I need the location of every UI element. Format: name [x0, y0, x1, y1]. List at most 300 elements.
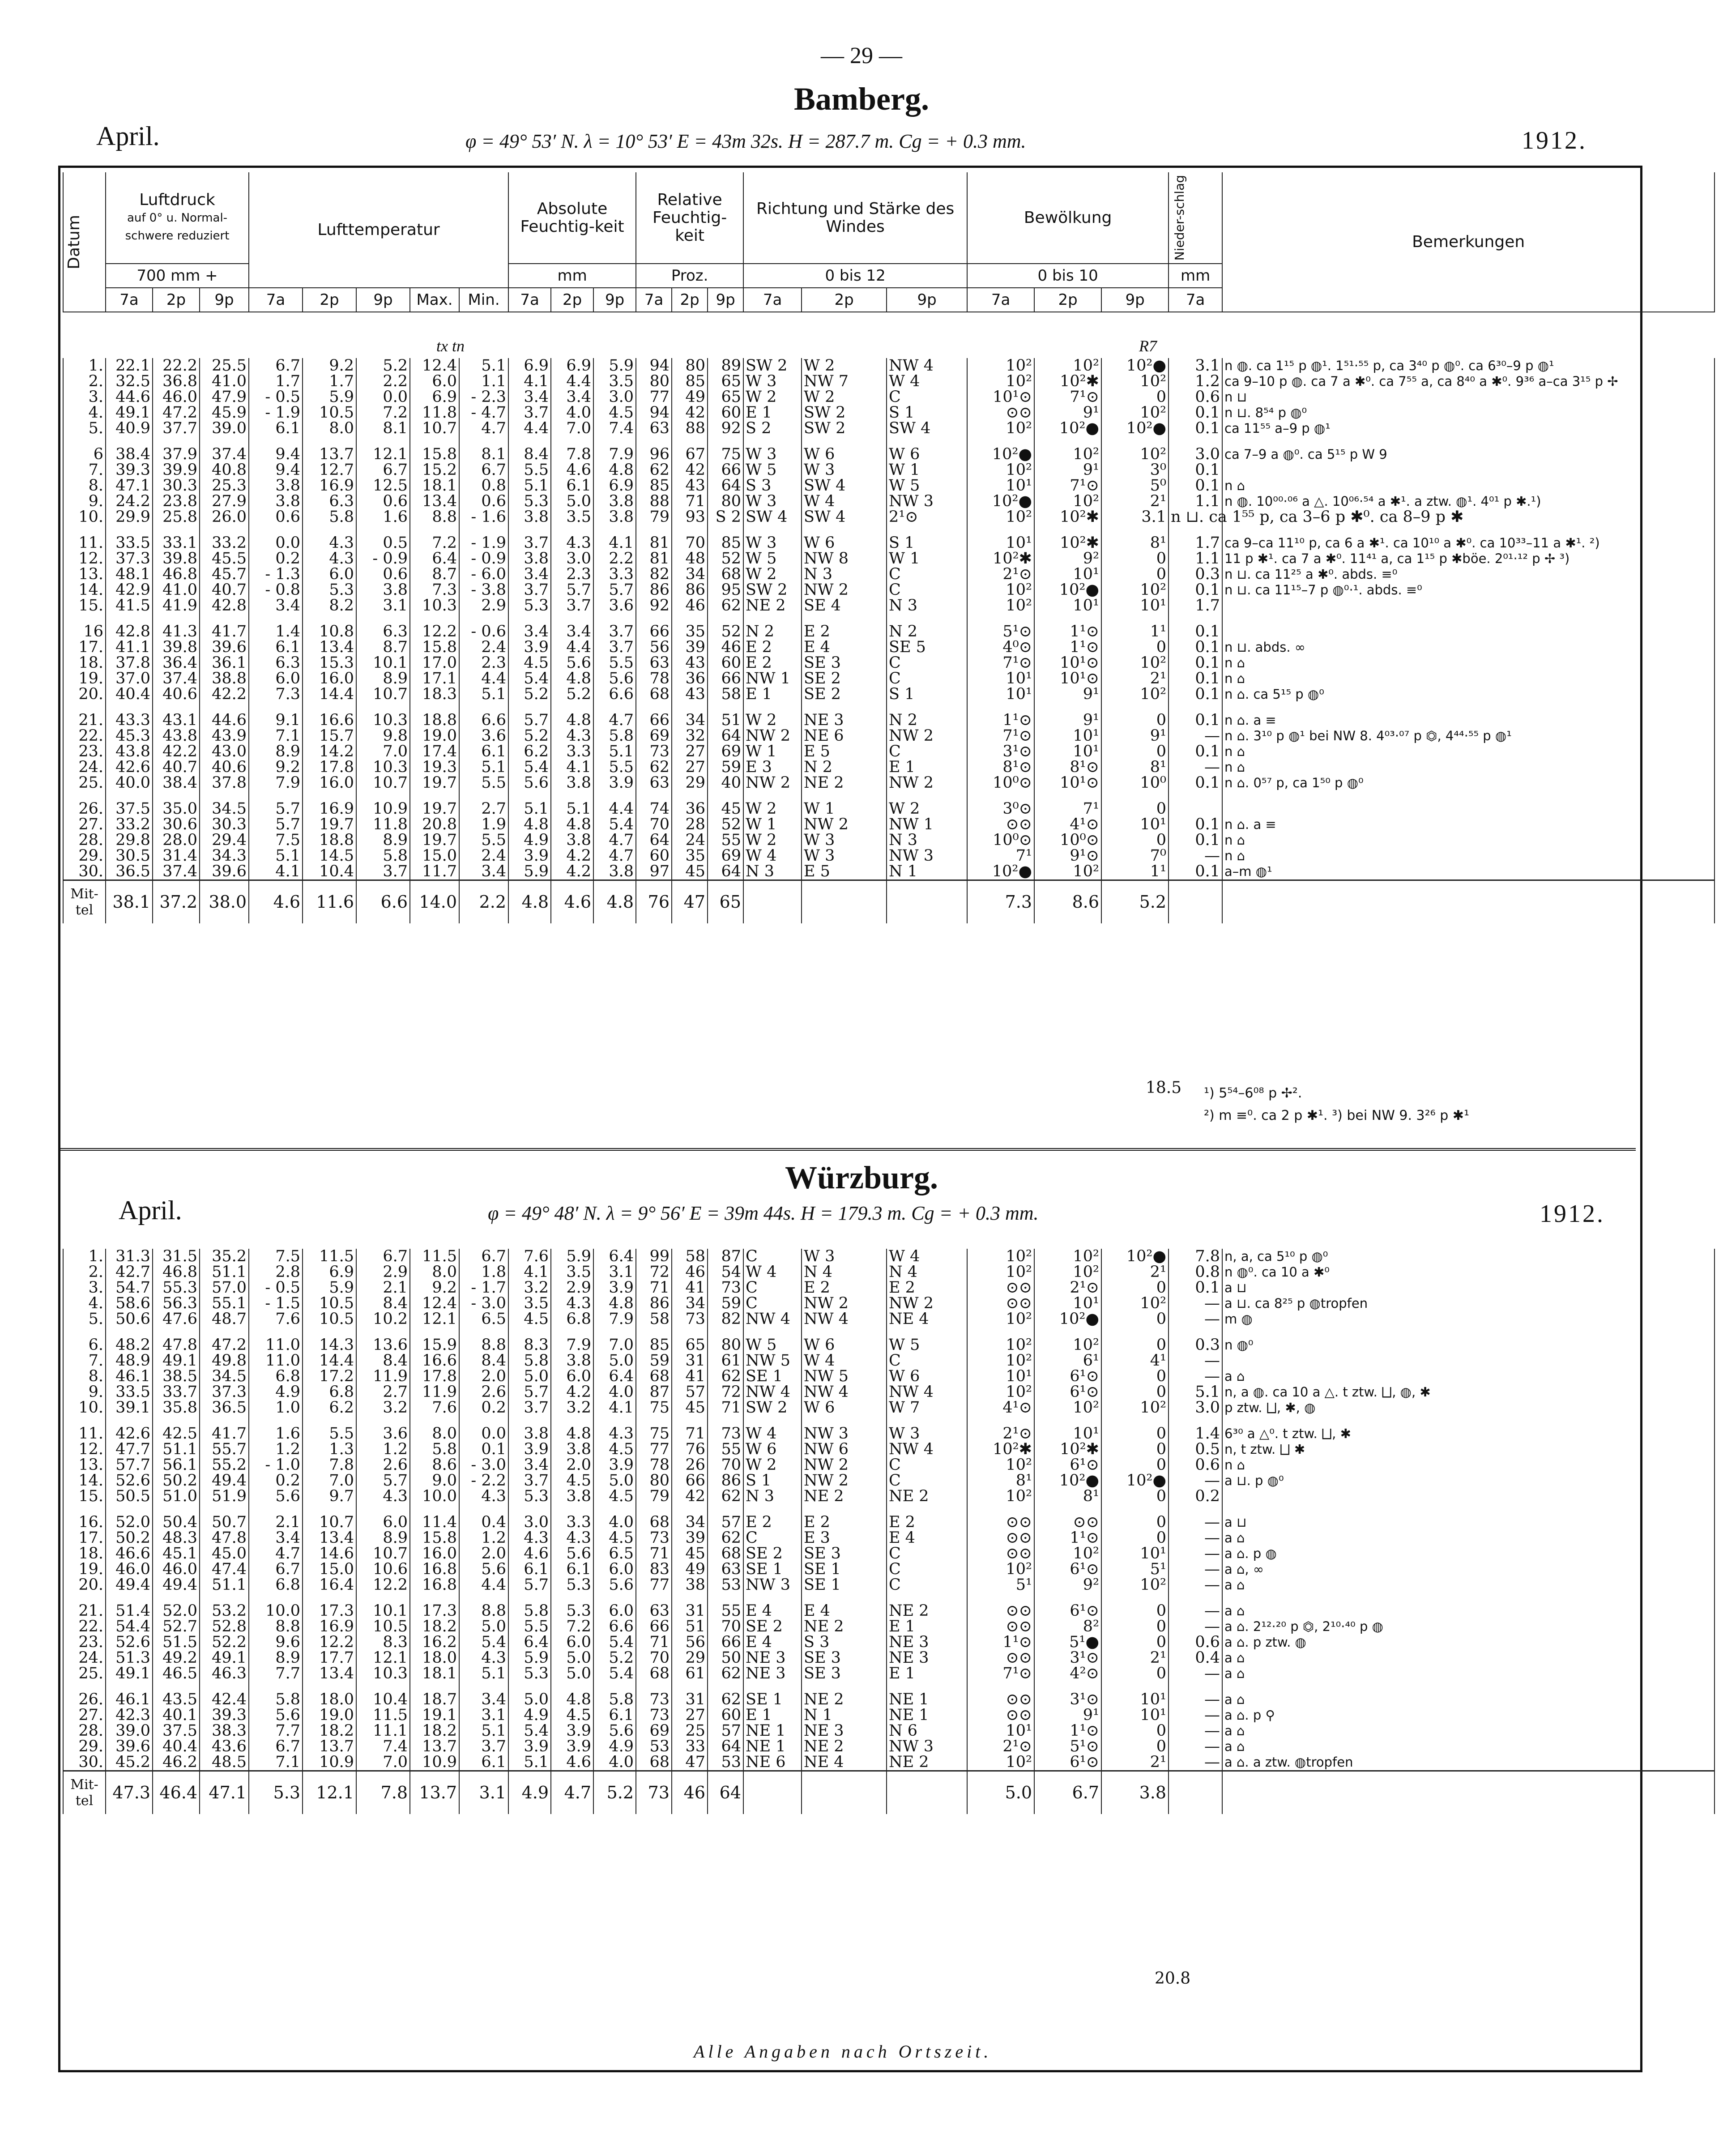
table-cell: 49.1 [106, 405, 153, 421]
table-cell: 58 [708, 687, 743, 702]
table-cell: 35 [672, 614, 708, 640]
mean-cell: 4.8 [508, 880, 551, 924]
table-cell: 5.5 [508, 1619, 551, 1635]
table-cell: 66 [636, 1619, 672, 1635]
table-cell: — [1169, 1311, 1222, 1327]
table-cell: 4.0 [593, 1384, 636, 1400]
table-cell: — [1169, 1577, 1222, 1593]
table-cell: 31 [672, 1682, 708, 1708]
row-date: 30. [63, 1755, 106, 1771]
table-cell: 44.6 [106, 389, 153, 405]
table-cell: 15.9 [410, 1327, 459, 1353]
table-cell: 39.8 [153, 551, 200, 567]
table-cell: 16.0 [303, 775, 356, 791]
table-cell: NE 2 [802, 1739, 887, 1755]
table-cell: 51 [708, 702, 743, 728]
table-cell: 5.9 [508, 864, 551, 880]
table-cell: 10¹ [1101, 1708, 1169, 1723]
table-cell: 4.3 [593, 1416, 636, 1442]
row-remark: n ⌂. ca 5¹⁵ p ◍⁰ [1222, 687, 1714, 702]
table-cell: 0 [1101, 1280, 1169, 1296]
table-cell: C [887, 655, 967, 671]
table-cell: 53 [636, 1739, 672, 1755]
table-cell: 51.1 [200, 1577, 249, 1593]
table-cell: 17.3 [303, 1593, 356, 1619]
table-cell: 8.9 [249, 1650, 303, 1666]
row-date: 17. [63, 1530, 106, 1546]
table-cell: 66 [708, 462, 743, 478]
table-cell: 2.2 [593, 551, 636, 567]
table-cell: 2.1 [249, 1504, 303, 1530]
row-date: 19. [63, 671, 106, 687]
table-cell: 5.4 [593, 817, 636, 833]
table-cell: NE 3 [743, 1666, 802, 1682]
table-cell: 9.6 [249, 1635, 303, 1650]
table-cell: W 1 [743, 817, 802, 833]
table-cell: 32.5 [106, 374, 153, 389]
table-cell: 41.7 [200, 614, 249, 640]
table-cell: NW 3 [887, 848, 967, 864]
table-cell: NW 8 [802, 551, 887, 567]
table-cell: 79 [636, 509, 672, 525]
table-cell: 18.1 [410, 1666, 459, 1682]
mean-cell: 14.0 [410, 880, 459, 924]
table-cell: 86 [636, 582, 672, 598]
table-cell: 4.7 [593, 702, 636, 728]
table-cell: 80 [708, 494, 743, 509]
table-cell: — [1169, 1723, 1222, 1739]
table-cell: 5.2 [508, 687, 551, 702]
table-cell: 64 [708, 478, 743, 494]
table-cell: 3.1 [459, 1708, 508, 1723]
table-cell: SE 1 [802, 1577, 887, 1593]
table-cell: 1¹⊙ [1034, 614, 1101, 640]
table-cell: 10²● [1101, 1473, 1169, 1489]
table-cell: 5.8 [593, 728, 636, 744]
table-cell: 10² [1101, 655, 1169, 671]
table-cell: 68 [636, 687, 672, 702]
table-cell: 3.9 [551, 1723, 593, 1739]
row-date: 11. [63, 1416, 106, 1442]
table-cell: 6.6 [593, 1619, 636, 1635]
table-cell: W 2 [743, 567, 802, 582]
table-cell: 64 [708, 728, 743, 744]
row-date: 5. [63, 1311, 106, 1327]
table-cell: 10¹⊙ [967, 389, 1034, 405]
table-cell: 2.9 [459, 598, 508, 614]
table-cell: 5¹⊙ [967, 614, 1034, 640]
table-cell: 82 [708, 1311, 743, 1327]
table-cell: 4.7 [593, 848, 636, 864]
table-cell: NW 3 [887, 1739, 967, 1755]
mean-cell: 5.2 [1101, 880, 1169, 924]
table-row [63, 1442, 1714, 1457]
table-cell: 7.2 [551, 1619, 593, 1635]
table-cell: 78 [636, 1457, 672, 1473]
table-cell: 10² [1034, 1264, 1101, 1280]
mean-cell: 6.6 [356, 880, 410, 924]
table-cell: 42.6 [106, 760, 153, 775]
table-cell: 85 [672, 374, 708, 389]
table-cell: 10.4 [303, 864, 356, 880]
table-cell: 10.3 [356, 1666, 410, 1682]
table-cell: 8.7 [356, 640, 410, 655]
table-cell: 96 [636, 436, 672, 462]
table-cell: 10² [967, 1489, 1034, 1504]
table-cell: 8.7 [410, 567, 459, 582]
table-cell: 50.2 [106, 1530, 153, 1546]
mean-cell: 7.8 [356, 1771, 410, 1814]
table-row [63, 614, 1714, 640]
table-cell: NE 3 [743, 1650, 802, 1666]
table-cell: 5.3 [508, 1666, 551, 1682]
table-cell: W 3 [802, 1249, 887, 1264]
table-cell: 49.4 [200, 1473, 249, 1489]
table-cell: 11.9 [410, 1384, 459, 1400]
table-cell: 2.6 [356, 1457, 410, 1473]
table-cell: 9.7 [303, 1489, 356, 1504]
table-cell: 19.0 [303, 1708, 356, 1723]
table-cell: 2¹⊙ [887, 509, 967, 525]
table-cell: 55.7 [200, 1442, 249, 1457]
table-cell: 79 [636, 1489, 672, 1504]
table-cell: 1.1 [1169, 494, 1222, 509]
table-cell: 3.7 [508, 525, 551, 551]
table-cell: 5.9 [303, 389, 356, 405]
table-cell: SW 4 [802, 509, 887, 525]
wind-header: Richtung und Stärke des Windes [743, 172, 967, 264]
table-cell: 17.8 [303, 760, 356, 775]
table-cell: W 4 [802, 1353, 887, 1369]
table-cell: - 3.0 [459, 1457, 508, 1473]
row-remark [1222, 462, 1714, 478]
table-cell: W 4 [887, 374, 967, 389]
table-cell: 8.9 [356, 671, 410, 687]
table-row [63, 1546, 1714, 1562]
table-cell: 4.3 [459, 1650, 508, 1666]
table-cell: 5.7 [508, 1384, 551, 1400]
table-cell: 3.4 [508, 567, 551, 582]
row-remark: a ⌂. p ⚲ [1222, 1708, 1714, 1723]
table-cell: 7.6 [508, 1249, 551, 1264]
table-cell: 34.3 [200, 848, 249, 864]
table-cell: 31 [672, 1593, 708, 1619]
table-cell: 6.0 [303, 567, 356, 582]
table-cell: 16.9 [303, 478, 356, 494]
table-cell: SE 3 [802, 1546, 887, 1562]
table-cell: 17.3 [410, 1593, 459, 1619]
row-date: 28. [63, 1723, 106, 1739]
table-cell: 3.7 [593, 640, 636, 655]
table-cell: 81 [636, 525, 672, 551]
table-cell: 10² [1101, 374, 1169, 389]
table-cell: 11.0 [249, 1327, 303, 1353]
page-number: — 29 — [821, 43, 902, 68]
table-cell: 11.5 [356, 1708, 410, 1723]
table-cell: 1¹⊙ [967, 1635, 1034, 1650]
table-cell: 52.0 [153, 1593, 200, 1619]
table-cell: 80 [636, 1473, 672, 1489]
table-cell: 0 [1101, 1504, 1169, 1530]
table-cell: 58 [636, 1311, 672, 1327]
table-cell: SE 1 [802, 1562, 887, 1577]
table-cell: 3.2 [508, 1280, 551, 1296]
table-row [63, 1562, 1714, 1577]
table-row [63, 1280, 1714, 1296]
table-cell: 30.3 [153, 478, 200, 494]
table-row [63, 1650, 1714, 1666]
mean-cell: 5.2 [593, 1771, 636, 1814]
table-cell: 2¹ [1101, 1755, 1169, 1771]
table-row [63, 582, 1714, 598]
table-cell: - 4.7 [459, 405, 508, 421]
table-row [63, 744, 1714, 760]
table-cell: 16.8 [410, 1562, 459, 1577]
row-date: 15. [63, 1489, 106, 1504]
row-date: 29. [63, 1739, 106, 1755]
table-cell: 75 [636, 1416, 672, 1442]
table-cell: W 3 [802, 848, 887, 864]
table-cell: S 3 [743, 478, 802, 494]
table-cell: 5.1 [1169, 1384, 1222, 1400]
row-remark: a ⌂. p ztw. ◍ [1222, 1635, 1714, 1650]
table-cell: SE 5 [887, 640, 967, 655]
table-cell: 4.5 [551, 1708, 593, 1723]
table-cell: 33.5 [106, 525, 153, 551]
table-cell: 3.3 [551, 744, 593, 760]
table-cell: 6.6 [459, 702, 508, 728]
table-cell: 1.2 [356, 1442, 410, 1457]
table-cell: W 3 [743, 494, 802, 509]
table-cell: NE 3 [887, 1650, 967, 1666]
row-remark: n ⌂. a ≡ [1222, 817, 1714, 833]
table-cell: 46.1 [106, 1369, 153, 1384]
table-cell: 3.7 [459, 1739, 508, 1755]
table-cell: 4.0 [593, 1755, 636, 1771]
table-cell: 16.6 [410, 1353, 459, 1369]
table-cell: 80 [636, 374, 672, 389]
row-date: 8. [63, 1369, 106, 1384]
table-cell: 10¹ [967, 687, 1034, 702]
table-cell: 3.6 [459, 728, 508, 744]
table-cell: 10² [1034, 1546, 1101, 1562]
row-date: 15. [63, 598, 106, 614]
col-min: Min. [459, 288, 508, 312]
table-cell: 49.1 [200, 1650, 249, 1666]
table-cell: 24 [672, 833, 708, 848]
table-cell: 0.0 [356, 389, 410, 405]
table-cell: W 2 [743, 389, 802, 405]
table-cell: 19.7 [410, 833, 459, 848]
table-cell: 2¹ [1101, 1650, 1169, 1666]
table-cell: 0 [1101, 1489, 1169, 1504]
table-cell: 6.7 [356, 1249, 410, 1264]
table-cell: 49.4 [153, 1577, 200, 1593]
wuerzburg-niederschlag-sum: 20.8 [1155, 1969, 1191, 1988]
table-cell: 73 [636, 744, 672, 760]
table-cell: 8.9 [356, 1530, 410, 1546]
table-cell: 10⁰ [1101, 775, 1169, 791]
table-cell: — [1169, 848, 1222, 864]
table-cell: 42.6 [106, 1416, 153, 1442]
table-cell: 10⁰⊙ [1034, 833, 1101, 848]
table-cell: 10² [967, 1264, 1034, 1280]
mean-label: Mit-tel [63, 1771, 106, 1814]
table-cell: 25 [672, 1723, 708, 1739]
table-cell: 0.4 [1169, 1650, 1222, 1666]
table-cell: 3.9 [508, 1739, 551, 1755]
mean-cell: 76 [636, 880, 672, 924]
table-cell: 33.7 [153, 1384, 200, 1400]
table-cell: 5.6 [551, 655, 593, 671]
table-cell: 0 [1101, 1593, 1169, 1619]
table-cell: N 4 [802, 1264, 887, 1280]
row-date: 8. [63, 478, 106, 494]
table-cell: 7.0 [356, 1755, 410, 1771]
table-cell: 5.6 [593, 1723, 636, 1739]
table-cell: 37.4 [153, 671, 200, 687]
table-cell: NW 2 [887, 1296, 967, 1311]
table-row [63, 1619, 1714, 1635]
table-cell: SE 1 [743, 1682, 802, 1708]
year-label-wuerzburg: 1912. [1540, 1200, 1605, 1228]
table-cell: 5.6 [249, 1489, 303, 1504]
table-cell: 66 [672, 1473, 708, 1489]
table-cell: 73 [636, 1682, 672, 1708]
table-cell: 45 [672, 1546, 708, 1562]
table-cell: 3.8 [593, 864, 636, 880]
table-cell: 40.7 [153, 760, 200, 775]
table-cell: C [887, 1577, 967, 1593]
table-row [63, 1577, 1714, 1593]
table-cell: 8.8 [459, 1593, 508, 1619]
table-cell: 5.4 [508, 1723, 551, 1739]
table-cell: 9¹ [1034, 702, 1101, 728]
table-cell: 4.8 [551, 702, 593, 728]
table-cell: 62 [708, 1489, 743, 1504]
table-cell: — [1169, 1562, 1222, 1577]
row-remark: n ⌂ [1222, 848, 1714, 864]
table-cell: NE 3 [887, 1635, 967, 1650]
table-cell: 54 [708, 1264, 743, 1280]
table-cell: 5.2 [356, 358, 410, 374]
row-remark [1222, 614, 1714, 640]
table-cell: 2¹⊙ [1034, 1280, 1101, 1296]
table-cell: 10.7 [410, 421, 459, 436]
table-cell: 38.4 [106, 436, 153, 462]
table-cell: N 3 [743, 1489, 802, 1504]
table-row [63, 567, 1714, 582]
table-cell: 9¹ [1034, 687, 1101, 702]
table-cell: 10¹⊙ [1034, 671, 1101, 687]
table-cell: 6.4 [410, 551, 459, 567]
table-cell: 8.2 [303, 598, 356, 614]
table-cell: 4.2 [551, 848, 593, 864]
table-cell: 2.7 [459, 791, 508, 817]
table-cell: 19.7 [303, 817, 356, 833]
row-date: 24. [63, 1650, 106, 1666]
row-remark: n ⊔. 8⁵⁴ p ◍⁰ [1222, 405, 1714, 421]
table-cell: 64 [636, 833, 672, 848]
table-cell: 4.8 [593, 462, 636, 478]
table-cell: 7.9 [249, 775, 303, 791]
table-cell: 7⁰ [1101, 848, 1169, 864]
table-cell: 19.7 [410, 775, 459, 791]
mean-cell: 65 [708, 880, 743, 924]
table-row [63, 1384, 1714, 1400]
mean-cell [1169, 1771, 1222, 1814]
table-cell: E 4 [802, 640, 887, 655]
table-cell: 4.8 [551, 1416, 593, 1442]
table-cell: 10¹ [1101, 598, 1169, 614]
table-cell: 48.3 [153, 1530, 200, 1546]
table-cell: 71 [636, 1635, 672, 1650]
table-cell: 40.7 [200, 582, 249, 598]
table-cell: 17.2 [303, 1369, 356, 1384]
table-cell: 10² [967, 374, 1034, 389]
table-cell: 55 [708, 833, 743, 848]
row-remark: ca 7–9 a ◍⁰. ca 5¹⁵ p W 9 [1222, 436, 1714, 462]
table-cell: 73 [708, 1416, 743, 1442]
table-cell: 5¹⊙ [1034, 1739, 1101, 1755]
row-remark: n ⌂ [1222, 671, 1714, 687]
table-cell: 42.7 [106, 1264, 153, 1280]
table-cell: - 0.6 [459, 614, 508, 640]
table-cell: 4.0 [593, 1504, 636, 1530]
table-cell: 4¹⊙ [1034, 817, 1101, 833]
table-cell: 18.0 [303, 1682, 356, 1708]
table-cell: 1¹⊙ [1034, 1723, 1101, 1739]
table-cell: 0 [1101, 389, 1169, 405]
table-cell: ⊙⊙ [967, 1546, 1034, 1562]
table-cell: 12.1 [356, 1650, 410, 1666]
table-cell: 42.5 [153, 1416, 200, 1442]
table-cell: 22.2 [153, 358, 200, 374]
mean-cell [887, 1771, 967, 1814]
table-cell: 9² [1034, 1577, 1101, 1593]
table-cell: 52 [708, 551, 743, 567]
table-cell: C [887, 567, 967, 582]
table-cell: 59 [708, 1296, 743, 1311]
table-cell: E 2 [887, 1504, 967, 1530]
table-cell: NE 4 [802, 1755, 887, 1771]
table-cell: 3.8 [551, 833, 593, 848]
table-cell [1169, 791, 1222, 817]
table-cell: W 2 [743, 791, 802, 817]
table-cell: 60 [636, 848, 672, 864]
mean-cell: 4.8 [593, 880, 636, 924]
table-cell: 87 [708, 1249, 743, 1264]
table-row [63, 1635, 1714, 1650]
table-cell: 3.9 [551, 1739, 593, 1755]
mean-cell: 5.3 [249, 1771, 303, 1814]
table-row [63, 1457, 1714, 1473]
table-cell: SE 1 [743, 1369, 802, 1384]
table-cell: 53 [708, 1577, 743, 1593]
table-cell: NE 2 [802, 1682, 887, 1708]
row-remark: n ◍⁰. ca 10 a ✱⁰ [1222, 1264, 1714, 1280]
table-cell: 5.6 [508, 775, 551, 791]
table-cell: 10² [967, 1384, 1034, 1400]
table-cell: 46.1 [106, 1682, 153, 1708]
table-cell: 26 [672, 1457, 708, 1473]
table-cell: 70 [636, 1650, 672, 1666]
table-row [63, 1530, 1714, 1546]
section-divider [60, 1148, 1636, 1151]
table-cell: 45 [672, 864, 708, 880]
table-cell: 10¹ [1101, 1546, 1169, 1562]
table-cell: 6.9 [508, 358, 551, 374]
